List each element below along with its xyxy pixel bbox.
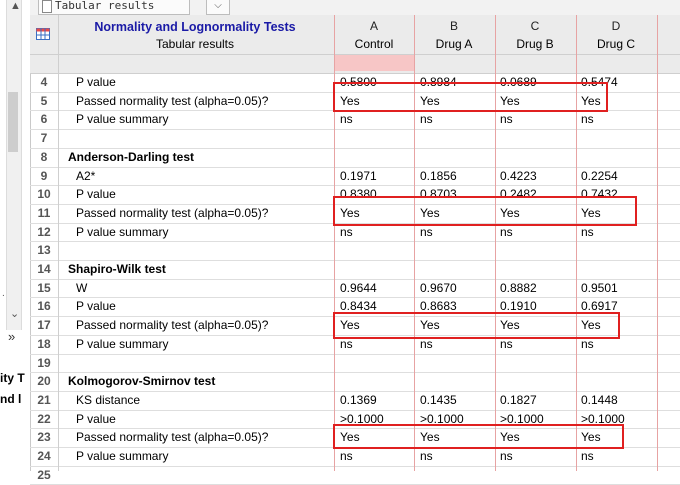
section-heading[interactable]: Kolmogorov-Smirnov test [68,374,216,389]
row-number[interactable]: 16 [37,299,51,314]
grid-line [30,54,680,55]
row-divider [30,372,680,373]
table-cell[interactable]: Yes [340,318,360,333]
table-cell[interactable]: 0.2254 [581,168,618,183]
table-cell[interactable]: >0.1000 [420,411,464,426]
table-cell[interactable]: 0.1827 [500,392,537,407]
row-number[interactable]: 20 [37,374,51,389]
table-cell[interactable]: ns [500,224,513,239]
table-cell[interactable]: 0.2482 [500,187,537,202]
row-label[interactable]: P value summary [76,224,169,239]
row-number[interactable]: 25 [37,467,51,482]
row-label[interactable]: Passed normality test (alpha=0.05)? [76,430,269,445]
vertical-scrollbar[interactable] [6,0,22,330]
column-letter-c[interactable]: C [530,19,540,33]
section-heading[interactable]: Anderson-Darling test [68,149,195,164]
table-cell[interactable]: Yes [420,93,440,108]
row-number[interactable]: 23 [37,430,51,445]
table-cell[interactable]: ns [420,224,433,239]
table-cell[interactable]: ns [340,112,353,127]
row-divider [30,410,680,411]
row-divider [30,260,680,261]
left-panel-text-1[interactable]: ity T [0,371,25,385]
table-cell[interactable]: ns [581,336,594,351]
row-label[interactable]: W [76,280,88,295]
chevron-down-icon[interactable]: ⌄ [10,308,20,320]
row-label[interactable]: P value [76,411,116,426]
row-label[interactable]: Passed normality test (alpha=0.05)? [76,93,269,108]
highlight-box [333,424,624,449]
row-divider [30,466,680,467]
row-divider [30,279,680,280]
table-cell[interactable]: 0.6917 [581,299,618,314]
row-number[interactable]: 9 [40,168,48,183]
column-name-drug-a[interactable]: Drug A [435,37,473,51]
table-title: Normality and Lognormality Tests [94,20,296,34]
row-number[interactable]: 12 [37,224,51,239]
table-cell[interactable]: 0.1369 [340,392,377,407]
table-cell[interactable]: ns [500,112,513,127]
table-cell[interactable]: 0.4223 [500,168,537,183]
row-label[interactable]: Passed normality test (alpha=0.05)? [76,318,269,333]
table-cell[interactable]: 0.7432 [581,187,618,202]
table-cell[interactable]: Yes [581,318,601,333]
table-cell[interactable]: Yes [500,430,520,445]
table-cell[interactable]: 0.1435 [420,392,457,407]
table-cell[interactable]: Yes [340,93,360,108]
table-cell[interactable]: Yes [420,205,440,220]
table-cell[interactable]: >0.1000 [500,411,544,426]
table-cell[interactable]: 0.8703 [420,187,457,202]
row-label[interactable]: A2* [76,168,96,183]
table-cell[interactable]: ns [340,224,353,239]
table-cell[interactable]: 0.0689 [500,75,537,89]
table-cell[interactable]: 0.1910 [500,299,537,314]
row-number[interactable]: 24 [37,449,51,463]
table-cell[interactable]: ns [581,449,594,463]
dot-icon: . [2,288,5,299]
table-cell[interactable]: ns [581,224,594,239]
row-divider [30,391,680,392]
row-label[interactable]: P value [76,187,116,202]
table-cell[interactable]: >0.1000 [581,411,625,426]
row-number[interactable]: 19 [37,355,51,370]
column-letter-b[interactable]: B [449,19,458,33]
table-cell[interactable]: Yes [581,430,601,445]
table-cell[interactable]: ns [420,336,433,351]
row-label[interactable]: P value [76,75,116,89]
table-cell[interactable]: 0.5800 [340,75,377,89]
highlight-box [333,82,608,112]
scroll-up-icon[interactable]: ▲ [10,0,21,12]
scrollbar-thumb[interactable] [8,92,18,152]
table-cell[interactable]: Yes [340,430,360,445]
table-cell[interactable]: Yes [581,93,601,108]
table-cell[interactable]: Yes [420,430,440,445]
table-cell[interactable]: 0.8434 [340,299,377,314]
row-number[interactable]: 4 [40,75,48,89]
section-heading[interactable]: Shapiro-Wilk test [68,262,166,276]
table-cell[interactable]: 0.9670 [420,280,457,295]
column-name-drug-b[interactable]: Drug B [516,37,554,51]
table-cell[interactable]: Yes [500,318,520,333]
table-cell[interactable]: 0.8882 [500,280,537,295]
table-cell[interactable]: 0.8380 [340,187,377,202]
row-number[interactable]: 5 [40,93,48,108]
tab-tabular-results[interactable] [38,0,190,15]
document-icon [42,0,52,13]
column-divider [657,15,658,471]
table-cell[interactable]: Yes [340,205,360,220]
table-cell[interactable]: Yes [500,93,520,108]
table-cell[interactable]: 0.1856 [420,168,457,183]
row-divider [30,167,680,168]
selected-cell[interactable] [335,54,414,71]
table-grid-icon[interactable] [36,27,50,39]
column-name-drug-c[interactable]: Drug C [596,37,635,51]
left-panel-text-2[interactable]: nd l [0,392,22,406]
table-cell[interactable]: ns [340,336,353,351]
highlight-box [333,196,637,226]
table-cell[interactable]: 0.9501 [581,280,618,295]
table-cell[interactable]: ns [420,112,433,127]
row-number[interactable]: 13 [37,243,51,258]
highlight-box [333,312,620,339]
table-cell[interactable]: 0.5474 [581,75,618,89]
table-cell[interactable]: ns [500,449,513,463]
table-cell[interactable]: 0.9644 [340,280,377,295]
column-divider [58,15,59,471]
table-cell[interactable]: 0.1971 [340,168,377,183]
column-letter-d[interactable]: D [611,19,621,33]
table-cell[interactable]: 0.1448 [581,392,618,407]
expand-chevron-icon[interactable]: » [8,329,16,344]
row-divider [30,241,680,242]
row-number[interactable]: 18 [37,336,51,351]
table-cell[interactable]: Yes [500,205,520,220]
table-cell[interactable]: Yes [581,205,601,220]
row-number[interactable]: 11 [37,205,51,220]
tab-dropdown-icon[interactable]: ⌵ [206,0,230,15]
row-number[interactable]: 10 [37,187,51,202]
row-number[interactable]: 17 [37,318,51,333]
row-label[interactable]: KS distance [76,392,141,407]
row-divider [30,129,680,130]
table-subtitle: Tabular results [155,37,235,51]
table-cell[interactable]: 0.8984 [420,75,457,89]
table-cell[interactable]: >0.1000 [340,411,384,426]
row-divider [30,148,680,149]
row-label[interactable]: P value summary [76,112,169,127]
row-divider [30,297,680,298]
row-label[interactable]: P value summary [76,449,169,463]
row-number[interactable]: 22 [37,411,51,426]
row-number[interactable]: 14 [37,262,51,276]
row-label[interactable]: P value [76,299,116,314]
column-letter-a[interactable]: A [369,19,378,33]
row-number[interactable]: 21 [37,392,51,407]
table-cell[interactable]: ns [500,336,513,351]
row-label[interactable]: P value summary [76,336,169,351]
table-cell[interactable]: 0.8683 [420,299,457,314]
row-divider [30,185,680,186]
table-cell[interactable]: ns [420,449,433,463]
row-number[interactable]: 6 [40,112,48,127]
table-cell[interactable]: ns [581,112,594,127]
row-number[interactable]: 8 [40,149,48,164]
grid-line [30,73,680,74]
row-number[interactable]: 7 [40,131,48,146]
column-name-control[interactable]: Control [354,37,394,51]
row-label[interactable]: Passed normality test (alpha=0.05)? [76,205,269,220]
tab-label: Tabular results [55,0,155,12]
table-cell[interactable]: ns [340,449,353,463]
row-divider [30,354,680,355]
row-number[interactable]: 15 [37,280,51,295]
table-cell[interactable]: Yes [420,318,440,333]
